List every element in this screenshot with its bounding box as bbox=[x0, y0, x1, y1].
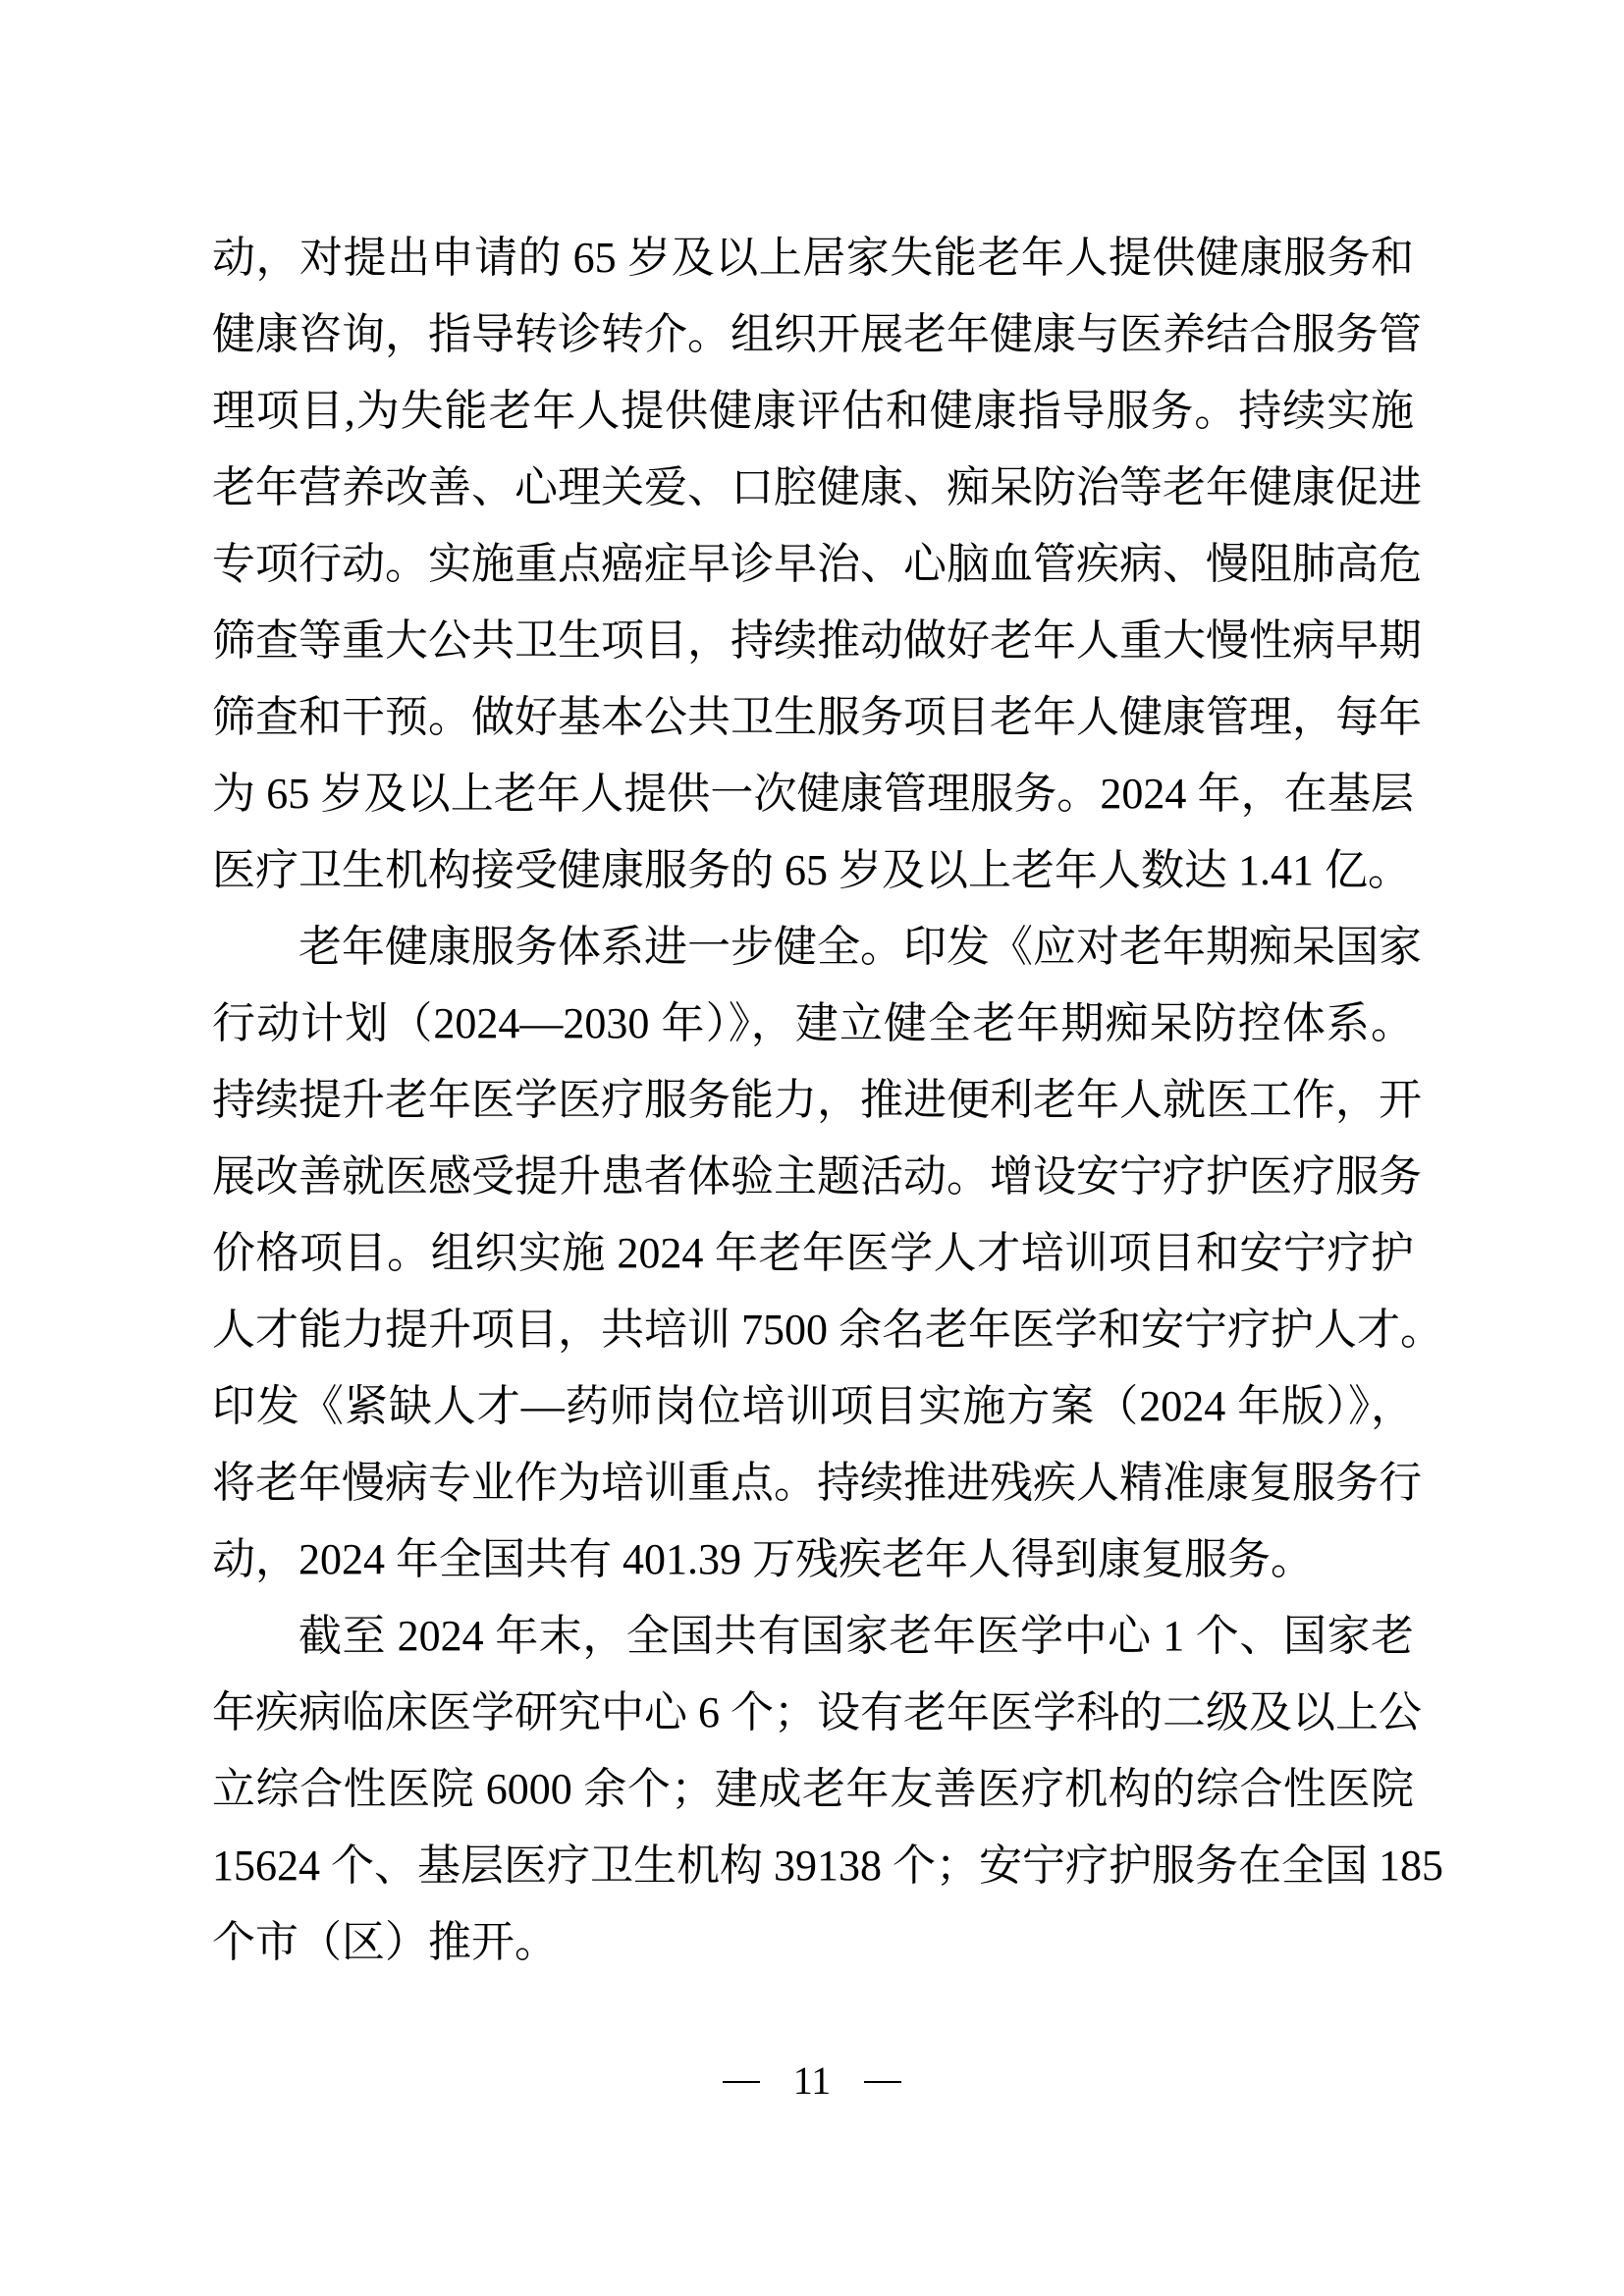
page-number: 11 bbox=[792, 2057, 832, 2103]
text-line: 年疾病临床医学研究中心 6 个；设有老年医学科的二级及以上公 bbox=[212, 1688, 1422, 1736]
text-line: 筛查和干预。做好基本公共卫生服务项目老年人健康管理，每年 bbox=[212, 693, 1422, 741]
text-line: 健康咨询，指导转诊转介。组织开展老年健康与医养结合服务管 bbox=[212, 310, 1422, 358]
text-line: 持续提升老年医学医疗服务能力，推进便利老年人就医工作，开 bbox=[212, 1076, 1422, 1124]
text-line: 理项目,为失能老年人提供健康评估和健康指导服务。持续实施 bbox=[212, 387, 1414, 435]
text-line: 印发《紧缺人才—药师岗位培训项目实施方案（2024 年版）》， bbox=[212, 1382, 1414, 1430]
paragraph-elderly-health-service-system bbox=[212, 909, 1443, 1598]
text-line: 立综合性医院 6000 余个；建成老年友善医疗机构的综合性医院 bbox=[212, 1765, 1414, 1813]
paragraph-year-end-statistics bbox=[212, 1598, 1443, 1981]
paragraph-continuation bbox=[212, 220, 1422, 909]
text-line: 将老年慢病专业作为培训重点。持续推进残疾人精准康复服务行 bbox=[212, 1459, 1422, 1507]
text-line: 筛查等重大公共卫生项目，持续推动做好老年人重大慢性病早期 bbox=[212, 616, 1422, 665]
text-line: 截至 2024 年末，全国共有国家老年医学中心 1 个、国家老 bbox=[298, 1612, 1414, 1660]
text-line: 老年营养改善、心理关爱、口腔健康、痴呆防治等老年健康促进 bbox=[212, 463, 1422, 511]
text-line: 为 65 岁及以上老年人提供一次健康管理服务。2024 年，在基层 bbox=[212, 770, 1414, 818]
text-line: 15624 个、基层医疗卫生机构 39138 个；安宁疗护服务在全国 185 bbox=[212, 1842, 1443, 1890]
left-dash-decoration bbox=[723, 2081, 760, 2083]
page-footer bbox=[0, 2056, 1624, 2105]
text-line: 个市（区）推开。 bbox=[212, 1918, 558, 1966]
text-line: 价格项目。组织实施 2024 年老年医学人才培训项目和安宁疗护 bbox=[212, 1229, 1414, 1277]
text-line: 行动计划（2024—2030 年）》，建立健全老年期痴呆防控体系。 bbox=[212, 999, 1414, 1047]
body-text bbox=[212, 220, 1443, 1981]
text-line: 医疗卫生机构接受健康服务的 65 岁及以上老年人数达 1.41 亿。 bbox=[212, 846, 1411, 894]
text-line: 老年健康服务体系进一步健全。印发《应对老年期痴呆国家 bbox=[298, 923, 1422, 971]
text-line: 展改善就医感受提升患者体验主题活动。增设安宁疗护医疗服务 bbox=[212, 1152, 1422, 1201]
text-line: 动，2024 年全国共有 401.39 万残疾老年人得到康复服务。 bbox=[212, 1535, 1314, 1583]
right-dash-decoration bbox=[864, 2081, 901, 2083]
text-line: 人才能力提升项目，共培训 7500 余名老年医学和安宁疗护人才。 bbox=[212, 1306, 1443, 1354]
text-line: 专项行动。实施重点癌症早诊早治、心脑血管疾病、慢阻肺高危 bbox=[212, 540, 1422, 588]
text-line: 动，对提出申请的 65 岁及以上居家失能老年人提供健康服务和 bbox=[212, 234, 1414, 282]
